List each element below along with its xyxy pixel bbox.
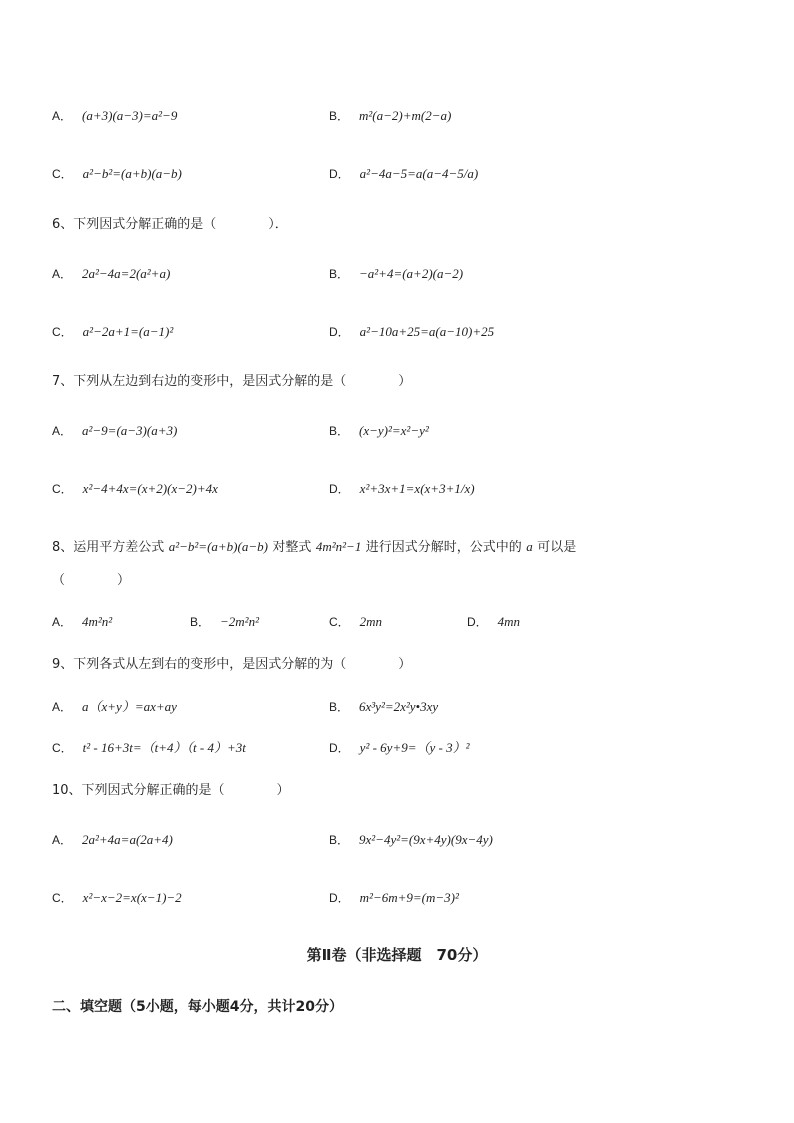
q10-option-a: A． 2a²+4a=a(2a+4) (52, 832, 173, 847)
q5-option-b: B． m²(a−2)+m(2−a) (329, 108, 452, 123)
q5-option-d: D． a²−4a−5=a(a−4−5/a) (329, 166, 479, 181)
q6-option-c: C． a²−2a+1=(a−1)² (52, 324, 174, 339)
q8-option-d: D． 4mn (467, 614, 521, 629)
q8-option-c: C． 2mn (329, 614, 383, 629)
q5-option-a: A． (a+3)(a−3)=a²−9 (52, 108, 178, 123)
q9-option-c: C． t² - 16+3t=（t+4）（t - 4）+3t (52, 740, 246, 755)
q9-option-b: B． 6x³y²=2x²y•3xy (329, 699, 439, 714)
q6-option-d: D． a²−10a+25=a(a−10)+25 (329, 324, 495, 339)
section-title: 二、填空题（5小题，每小题4分，共计20分） (52, 999, 343, 1015)
q7-option-a: A． a²−9=(a−3)(a+3) (52, 423, 178, 438)
q7-option-b: B． (x−y)²=x²−y² (329, 423, 429, 438)
q6-option-b: B． −a²+4=(a+2)(a−2) (329, 266, 464, 281)
q9-stem: 9、下列各式从左到右的变形中，是因式分解的为（ ） (52, 657, 412, 672)
q9-option-d: D． y² - 6y+9=（y - 3）² (329, 740, 470, 755)
q10-stem: 10、下列因式分解正确的是（ ） (52, 783, 290, 798)
q10-option-d: D． m²−6m+9=(m−3)² (329, 890, 459, 905)
q6-stem: 6、下列因式分解正确的是（ ）． (52, 217, 288, 232)
q8-option-b: B． −2m²n² (190, 614, 259, 629)
q8-option-a: A． 4m²n² (52, 614, 113, 629)
q6-option-a: A． 2a²−4a=2(a²+a) (52, 266, 171, 281)
q7-option-d: D． x²+3x+1=x(x+3+1/x) (329, 481, 475, 496)
q7-stem: 7、下列从左边到右边的变形中，是因式分解的是（ ） (52, 374, 412, 389)
part2-heading: 第Ⅱ卷（非选择题 70分） (306, 946, 488, 964)
q10-option-c: C． x²−x−2=x(x−1)−2 (52, 890, 182, 905)
q9-option-a: A． a（x+y）=ax+ay (52, 699, 177, 714)
q8-answer-paren: （ ） (52, 573, 131, 588)
q7-option-c: C． x²−4+4x=(x+2)(x−2)+4x (52, 481, 218, 496)
q8-stem: 8、运用平方差公式 a²−b²=(a+b)(a−b) 对整式 4m²n²−1 进行因式分解时，公式中的 a 可以是 (52, 539, 577, 555)
q5-option-c: C． a²−b²=(a+b)(a−b) (52, 166, 182, 181)
q10-option-b: B． 9x²−4y²=(9x+4y)(9x−4y) (329, 832, 493, 847)
